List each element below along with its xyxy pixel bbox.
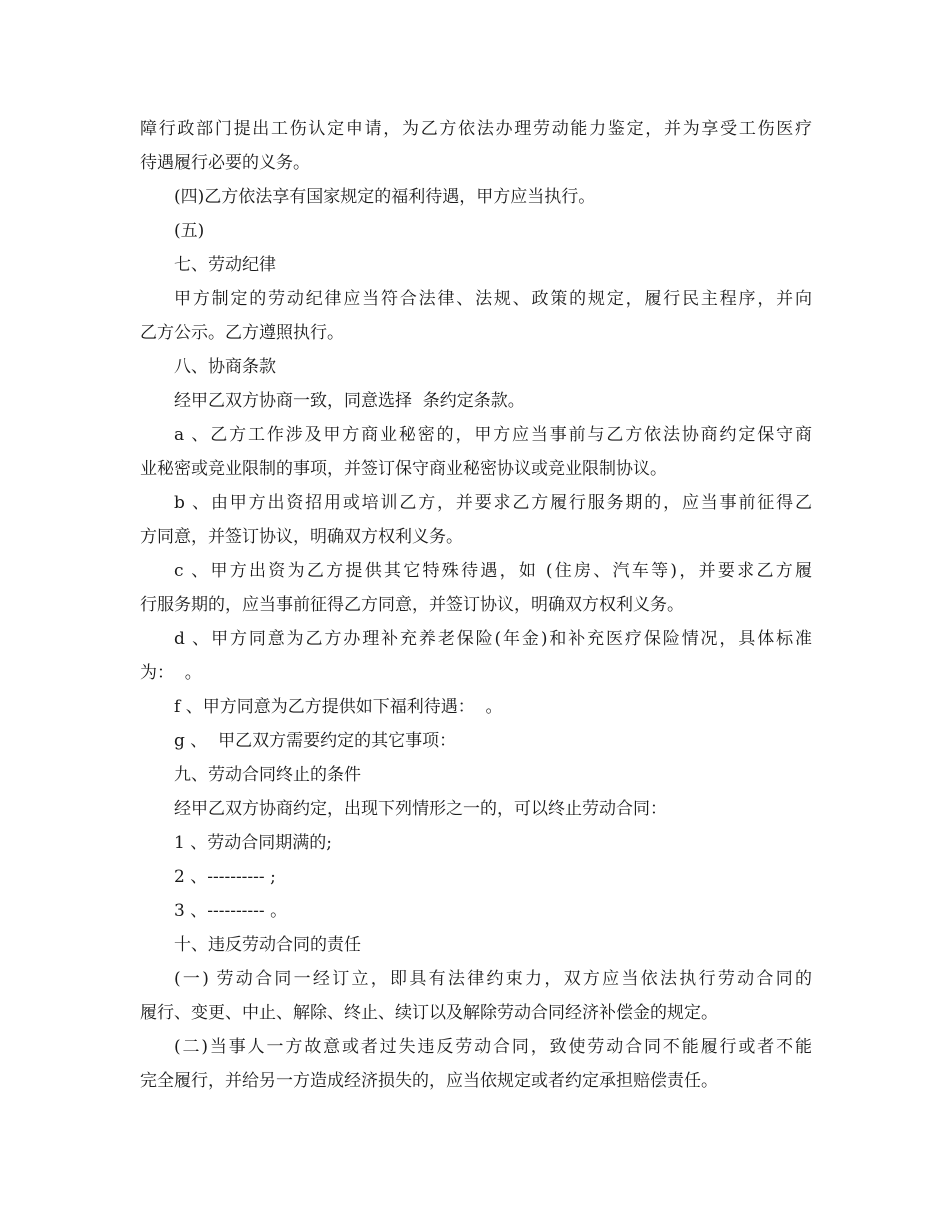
document-line: 经甲乙双方协商约定，出现下列情形之一的，可以终止劳动合同： xyxy=(174,799,667,819)
document-line: 行服务期的，应当事前征得乙方同意，并签订协议，明确双方权利义务。 xyxy=(140,595,684,615)
document-line: 方同意，并签订协议，明确双方权利义务。 xyxy=(140,527,463,547)
document-line: (二)当事人一方故意或者过失违反劳动合同，致使劳动合同不能履行或者不能 xyxy=(174,1037,812,1057)
document-page xyxy=(140,112,812,1098)
document-line: b 、由甲方出资招用或培训乙方，并要求乙方履行服务期的，应当事前征得乙 xyxy=(174,493,812,513)
document-body xyxy=(140,112,812,1098)
document-line: 完全履行，并给另一方造成经济损失的，应当依规定或者约定承担赔偿责任。 xyxy=(140,1071,718,1091)
document-line: 为： 。 xyxy=(140,663,202,683)
document-line: (五) xyxy=(174,221,205,241)
document-line: 乙方公示。乙方遵照执行。 xyxy=(140,323,344,343)
document-line: g 、 甲乙双方需要约定的其它事项： xyxy=(174,731,457,751)
document-line: 3 、---------- 。 xyxy=(174,901,288,921)
document-line: 2 、---------- ; xyxy=(174,867,276,887)
document-line: d 、甲方同意为乙方办理补充养老保险(年金)和补充医疗保险情况，具体标准 xyxy=(174,629,812,649)
document-line: c 、甲方出资为乙方提供其它特殊待遇，如 (住房、汽车等)，并要求乙方履 xyxy=(174,561,812,581)
document-line: (四)乙方依法享有国家规定的福利待遇，甲方应当执行。 xyxy=(174,187,596,207)
document-line: (一) 劳动合同一经订立，即具有法律约束力，双方应当依法执行劳动合同的 xyxy=(174,969,812,989)
document-line: 经甲乙双方协商一致，同意选择 条约定条款。 xyxy=(174,391,525,411)
document-line: 障行政部门提出工伤认定申请，为乙方依法办理劳动能力鉴定，并为享受工伤医疗 xyxy=(140,119,812,139)
document-line: 1 、劳动合同期满的; xyxy=(174,833,332,853)
document-line: f 、甲方同意为乙方提供如下福利待遇： 。 xyxy=(174,697,503,717)
document-line: 九、劳动合同终止的条件 xyxy=(174,765,361,785)
document-line: 业秘密或竞业限制的事项，并签订保守商业秘密协议或竞业限制协议。 xyxy=(140,459,667,479)
document-line: 履行、变更、中止、解除、终止、续订以及解除劳动合同经济补偿金的规定。 xyxy=(140,1003,718,1023)
document-line: a 、乙方工作涉及甲方商业秘密的，甲方应当事前与乙方依法协商约定保守商 xyxy=(174,425,812,445)
document-line: 甲方制定的劳动纪律应当符合法律、法规、政策的规定，履行民主程序，并向 xyxy=(174,289,812,309)
document-line: 十、违反劳动合同的责任 xyxy=(174,935,361,955)
document-line: 八、协商条款 xyxy=(174,357,276,377)
document-line: 待遇履行必要的义务。 xyxy=(140,153,310,173)
document-line: 七、劳动纪律 xyxy=(174,255,276,275)
